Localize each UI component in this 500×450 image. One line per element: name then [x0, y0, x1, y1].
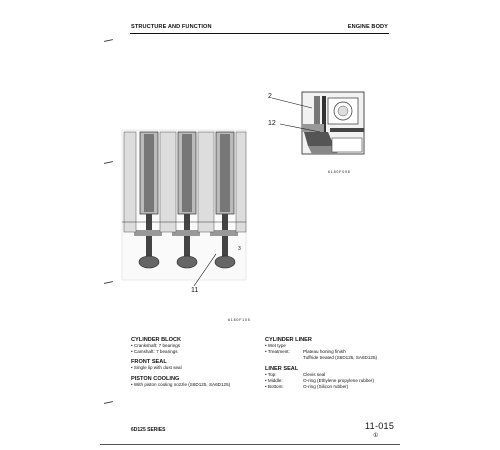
spec-item: • Wet type [265, 343, 286, 348]
spec-value: O-ring (Silicon rubber) [303, 384, 349, 390]
model-label: 6D125 SERIES [131, 427, 166, 433]
spec-value: Clevis seal [303, 371, 326, 377]
spec-column-right [265, 337, 390, 390]
footer-rule [100, 444, 400, 445]
section-title: STRUCTURE AND FUNCTION [131, 24, 212, 30]
spec-value: Tuffride treated (S6D125, SA6D125) [303, 355, 378, 361]
cylinder-liner-section [265, 337, 390, 362]
section-heading: LINER SEAL [265, 365, 299, 372]
spec-item: • Camshaft: 7 bearings [131, 349, 178, 355]
header-rule [130, 33, 389, 34]
callout-2: 2 [268, 93, 272, 100]
spec-value: O-ring (Ethylene propylene rubber) [303, 377, 374, 383]
section-heading: CYLINDER LINER [265, 337, 312, 343]
spec-item: • With piston cooling nozzle (S6D125, SA6D125) [131, 381, 231, 387]
cylinder-block-figure [120, 126, 250, 292]
front-seal-section [131, 359, 249, 371]
section-heading: PISTON COOLING [131, 375, 180, 382]
liner-seal-figure [268, 88, 368, 168]
spec-value: Plateau honing finish [303, 349, 346, 355]
spec-item: • Crankshaft: 7 bearings [131, 343, 181, 348]
page-number: 11-015 [365, 421, 395, 431]
svg-text:3: 3 [238, 246, 241, 252]
margin-mark [104, 161, 113, 164]
margin-mark [104, 401, 113, 404]
spec-column-left [131, 337, 249, 388]
section-heading: FRONT SEAL [131, 359, 167, 366]
section-heading: CYLINDER BLOCK [131, 337, 182, 343]
piston-cooling-section [131, 376, 249, 388]
spec-item [265, 355, 390, 361]
margin-mark [104, 39, 113, 42]
liner-seal-section [265, 366, 390, 391]
margin-mark [104, 281, 113, 284]
cylinder-block-section [131, 337, 249, 355]
spec-label: • Bottom: [265, 384, 284, 390]
spec-label: • Top: [265, 371, 277, 377]
callout-12: 12 [268, 120, 276, 127]
chapter-title: ENGINE BODY [347, 24, 388, 30]
figure-code: 6180F105 [228, 318, 251, 322]
spec-item: • Single lip with dust seal [131, 365, 182, 371]
figure-code: 6180F096 [328, 170, 351, 174]
spec-label: • Treatment: [265, 349, 290, 355]
spec-label: • Middle: [265, 377, 283, 383]
callout-11: 11 [191, 287, 199, 294]
revision-mark: ① [373, 433, 379, 439]
spec-item [265, 384, 390, 390]
